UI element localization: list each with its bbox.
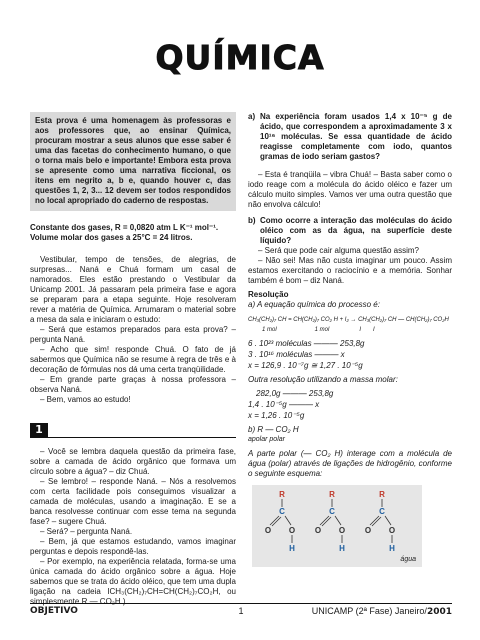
q1-paragraph: – Será? – pergunta Naná. <box>40 527 133 536</box>
constants <box>30 223 236 243</box>
bond-mark: I <box>373 327 375 333</box>
story-paragraph: – Bem, vamos ao estudo! <box>40 395 131 404</box>
intro-box: Esta prova é uma homenagem às professoras e aos professores que, ao ensinar Química, procuram mostrar a seus alunos que esse saber é uma das facetas do conhecimento humano, o que o torna mais belo e importante! Embora esta prova se apresente como uma narrativa ficcional, os itens em negrito a, b e, quando houver c, das questões 1, 2, 3... 12 devem ser todos respondidos no local apropriado do caderno de respostas. <box>30 112 236 211</box>
story-paragraph: – Em grande parte graças à nossa professora – observa Naná. <box>30 375 236 394</box>
question-number-badge: 1 <box>30 423 48 437</box>
item-a-text: Na experiência foram usados 1,4 x 10⁻⁵ g de ácido, que correspondem a aproximadamente 3 x 10¹⁶ moléculas. Se essa quantidade de ácido reagisse completamente com iodo, quantos gramas de iodo seriam gastos? <box>260 112 452 161</box>
q1-paragraph: – Você se lembra daquela questão da primeira fase, sobre a camada de ácido orgânico que formava um círculo sobre a água? – diz Chuá. <box>30 447 236 476</box>
story-paragraph: – Será que estamos preparados para esta prova? – pergunta Naná. <box>30 325 236 344</box>
c-o-bond <box>385 516 391 525</box>
item-b-dialog: – Não sei! Mas não custa imaginar um pouco. Assim estamos exercitando o raciocínio e a memória. Sonhar também é bom – diz Naná. <box>248 256 452 285</box>
water-label: água <box>400 556 416 563</box>
calculation-2 <box>248 388 452 421</box>
item-b-dialog: – Será que pode cair alguma questão assim? <box>258 246 419 255</box>
oxygen-label: O <box>264 526 272 535</box>
molecule-schematic <box>252 485 422 567</box>
q1-paragraph: – Por exemplo, na experiência relatada, forma-se uma única camada do ácido orgânico sobre a água. Hoje sabemos que se trata do ácido oléico, que tem uma dupla ligação na cadeia ICH₃(CH₂)₇CH=CH(CH₂)₇CO₂H, ou simplesmente R — CO₂H ). <box>30 557 236 606</box>
r-group-label: R <box>379 490 385 499</box>
oxygen-label: O <box>338 526 346 535</box>
carbon-label: C <box>279 507 285 516</box>
item-a <box>248 112 452 162</box>
page-footer <box>30 603 452 617</box>
c-o-bond <box>285 516 291 525</box>
item-b-label: b) <box>248 216 256 225</box>
calculation-2-intro: Outra resolução utilizando a massa molar: <box>248 375 398 384</box>
calc-line: 1,4 . 10⁻⁵g ——— x <box>248 400 320 409</box>
oxygen-label: O <box>364 526 372 535</box>
story-paragraph: – Acho que sim! responde Chuá. O fato de já sabermos que Química não se resume à regra de três e à decoração de fórmulas nos dá uma certa tranqüilidade. <box>30 345 236 374</box>
apolar-polar-label: apolar polar <box>248 436 285 443</box>
hydrogen-label: H <box>289 544 295 553</box>
mole-label: 1 mol <box>314 327 330 333</box>
q1-paragraph: – Bem, já que estamos estudando, vamos imaginar perguntas e depois respondê-las. <box>30 537 236 556</box>
calc-line: x = 1,26 . 10⁻⁵g <box>248 411 305 420</box>
calc-line: 6 . 10²³ moléculas ——— 253,8g <box>248 339 365 348</box>
page-number: 1 <box>238 606 244 616</box>
oxygen-label: O <box>288 526 296 535</box>
calc-line: 3 . 10¹⁶ moléculas ——— x <box>248 350 345 359</box>
story <box>30 255 236 405</box>
hydrogen-label: H <box>389 544 395 553</box>
equation-moles <box>248 325 452 335</box>
carbon-label: C <box>379 507 385 516</box>
carbon-label: C <box>329 507 335 516</box>
right-column <box>248 112 452 567</box>
molar-volume: Volume molar dos gases a 25°C = 24 litros. <box>30 233 193 242</box>
exam-reference <box>312 606 452 617</box>
calc-line: x = 126,9 . 10⁻⁷g ≅ 1,27 . 10⁻⁵g <box>248 361 363 370</box>
exam-name: UNICAMP (2ª Fase) Janeiro/ <box>311 606 427 616</box>
calc-line: 282,0g ——— 253,8g <box>256 389 334 398</box>
gas-constant: Constante dos gases, R = 0,0820 atm L K⁻¹ mol⁻¹. <box>30 223 219 232</box>
question-divider <box>30 437 236 438</box>
page-title: QUÍMICA <box>155 38 325 77</box>
resolution-b: b) R — CO₂ H <box>248 425 299 434</box>
chemical-equation: CH₃(CH₂)₇ CH = CH(CH₂)₇ CO₂ H + I₂ → CH₃(CH₂)₇ CH — CH(CH₂)₇ CO₂H <box>248 317 449 323</box>
story-paragraph: Vestibular, tempo de tensões, de alegrias, de surpresas... Naná e Chuá formam um casal de namorados. Eles estão prestando o Vestibular da Unicamp 2001. Já passaram pela primeira fase e agora se preparam para a etapa seguinte. Hoje resolveram rever a matéria de Química. Arrumaram o material sobre a mesa da sala e iniciaram o estudo: <box>30 255 236 324</box>
resolution-b-text: A parte polar (— CO₂ H) interage com a molécula de água (polar) através de ligações de hidrogênio, conforme o seguinte esquema: <box>248 449 452 478</box>
hydrogen-bond-diagram <box>252 485 422 567</box>
r-group-label: R <box>279 490 285 499</box>
c-o-bond <box>335 516 341 525</box>
hydrogen-label: H <box>339 544 345 553</box>
publisher-name: OBJETIVO <box>30 606 78 616</box>
item-a-label: a) <box>248 112 256 121</box>
oxygen-label: O <box>314 526 322 535</box>
r-group-label: R <box>329 490 335 499</box>
exam-year: 2001 <box>426 607 452 617</box>
item-b-text: Como ocorre a interação das moléculas do ácido oléico com as da água, na superfície deste líquido? <box>260 216 452 245</box>
resolution-heading: Resolução <box>248 290 289 299</box>
oxygen-label: O <box>388 526 396 535</box>
item-a-dialog: – Esta é tranqüila – vibra Chuá! – Basta saber como o iodo reage com a molécula do ácido oléico e fazer um cálculo muito simples. Vamos ver uma outra questão que não envolva cálculo! <box>248 170 452 209</box>
resolution-a: a) A equação química do processo é: <box>248 300 380 309</box>
q1-paragraph: – Se lembro! – responde Naná. – Nós a resolvemos com certa facilidade pois conseguimos visualizar a camada de moléculas, usando a imaginação. E se a banca resolvesse continuar com esse tema na segunda fase? – sugere Chuá. <box>30 477 236 526</box>
calculation-1 <box>248 338 452 371</box>
question-1-text <box>30 447 236 607</box>
left-column <box>30 112 236 607</box>
mole-label: 1 mol <box>262 327 277 333</box>
bond-mark: I <box>359 327 362 333</box>
item-b <box>248 216 452 246</box>
